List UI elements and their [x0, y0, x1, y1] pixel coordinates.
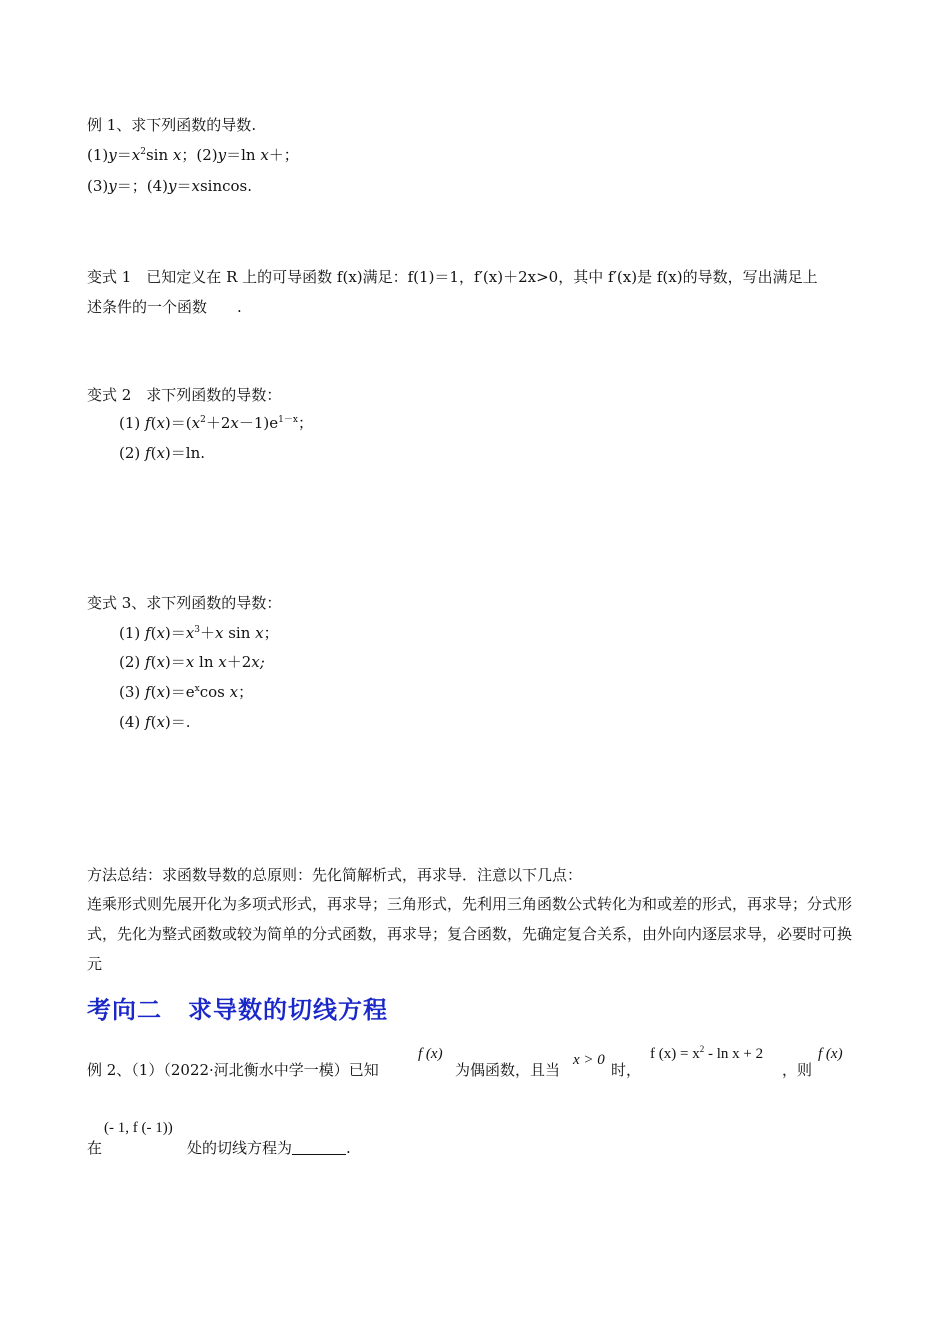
variant2-item2: (2) f(x)＝ln. [119, 444, 205, 462]
math-point: (- 1, f (- 1)) [104, 1120, 173, 1136]
example1-items-1-2: $(1)y=x^2\sin$ x；(2)y＝ln x＋； [87, 146, 299, 164]
example2-prefix: 例 2、（1）（2022·河北衡水中学一模）已知 [87, 1061, 379, 1079]
math-condition: x > 0 [573, 1052, 605, 1068]
example2-text: 时， [611, 1061, 642, 1079]
variant2-item1: (1) $f(x)=(x^2+2x-1)e^{1-x}$； [119, 414, 313, 432]
example2-text: 为偶函数，且当 [455, 1061, 561, 1079]
math-fx: f (x) [818, 1046, 843, 1062]
example1-title: 例 1、求下列函数的导数. [87, 116, 257, 134]
example1-items-3-4: (3)y＝；(4)y＝xsincos. [87, 177, 253, 195]
variant3-title: 变式 3、求下列函数的导数： [87, 594, 282, 612]
variant3-item: (3) $f(x)=e^x\cos$ x； [119, 683, 254, 701]
variant3-item: (2) f(x)＝x ln x＋2x; [119, 653, 265, 671]
math-formula: f $(x) = x^2 - \ln x + 2$ [650, 1044, 764, 1062]
variant1-line1: 变式 1 已知定义在 R 上的可导函数 f(x)满足：f(1)＝1，f′(x)＋2x>0，其中 f′(x)是 f(x)的导数，写出满足上 [87, 268, 818, 286]
example2-question: 处的切线方程为 . [187, 1139, 351, 1157]
variant2-title: 变式 2 求下列函数的导数： [87, 386, 282, 404]
answer-blank[interactable] [292, 1140, 346, 1155]
variant3-item: (1) $f(x)=x^3+x$ sin x； [119, 624, 279, 642]
summary-title: 方法总结：求函数导数的总原则：先化简解析式，再求导．注意以下几点： [87, 866, 583, 884]
example2-text: ，则 [782, 1061, 813, 1079]
section-heading: 考向二 求导数的切线方程 [87, 996, 388, 1024]
example2-text: 在 [87, 1139, 103, 1157]
variant1-line2: 述条件的一个函数 . [87, 298, 242, 316]
variant3-item: (4) f(x)＝. [119, 713, 191, 731]
math-fx: f (x) [418, 1046, 443, 1062]
summary-paragraph: 连乘形式则先展开化为多项式形式，再求导；三角形式，先利用三角函数公式转化为和或差的形式，再求导；分式形式，先化为整式函数或较为简单的分式函数，再求导；复合函数，先确定复合关系，由外向内逐层求导，必要时可换元 [87, 895, 853, 973]
